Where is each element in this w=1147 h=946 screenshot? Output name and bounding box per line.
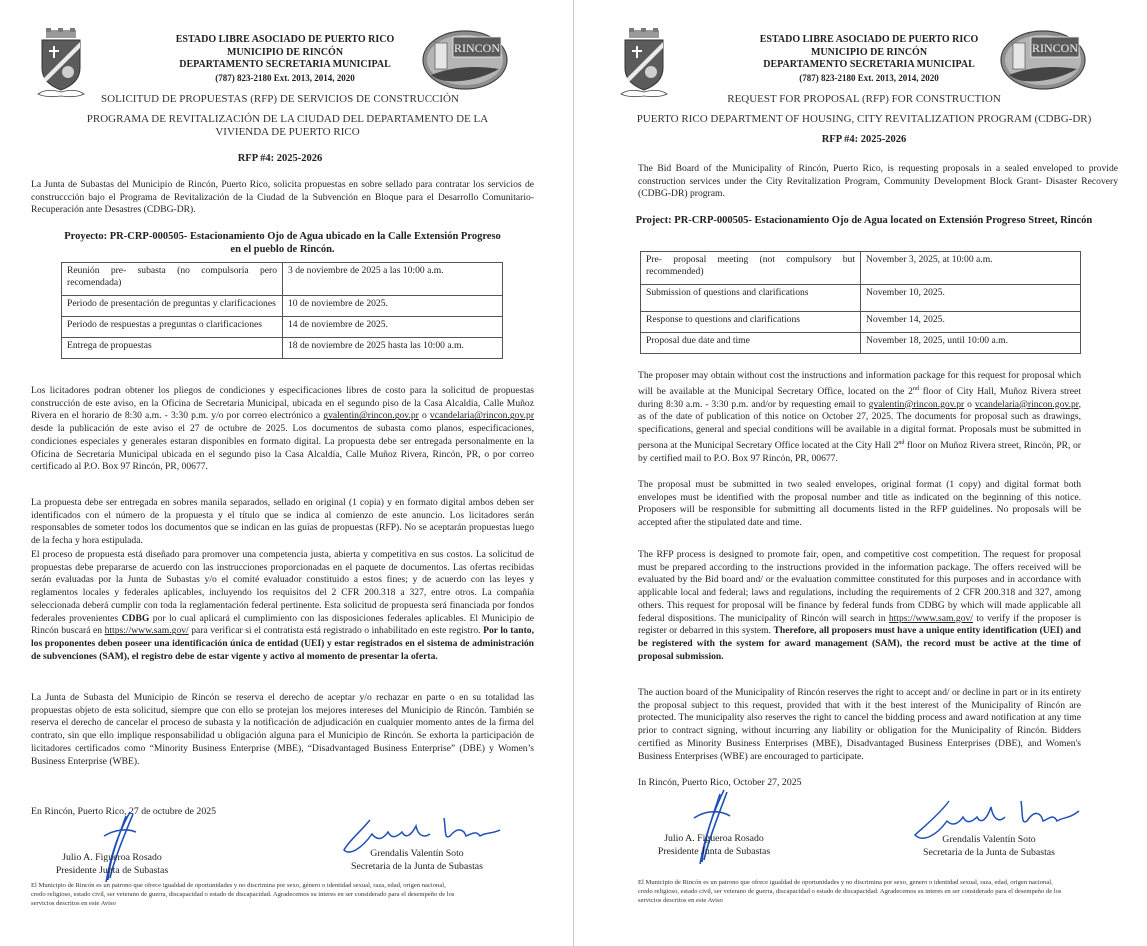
paragraph-availability [31,385,534,474]
paragraph-process [638,549,1081,663]
signer-secretary [322,848,512,873]
text-run-bold: CDBG [121,612,150,624]
paragraph-availability [638,370,1081,465]
text-run-bold: Por lo tanto, los proponentes deben poseer una identificación única de entidad (UEI) y estar registrados en el sistema de administración de subvenciones (SAM), el registro debe de estar vigente y activo al momento de presentar la oferta. [31,625,535,662]
equal-opportunity-note: El Municipio de Rincón es un patrono que ofrece igualdad de oportunidades y no discrimina por sexo, género o identidad sexual, raza, edad, origen nacional, credo religioso, estado civil, ser veterano de guerra, discapacidad o estado de discapacidad. Agradecemos su interes en ser considerado para el desempeño de los servicios descritos en este Aviso [31,882,455,907]
signer-president [32,852,192,877]
signer-title: Presidente Junta de Subastas [657,845,771,857]
rfp-subtitle: REQUEST FOR PROPOSAL (RFP) FOR CONSTRUCTION [727,93,1001,105]
letterhead [734,34,1004,84]
schedule-date: 18 de noviembre de 2025 hasta las 10:00 a.m. [283,338,503,359]
signer-president [634,833,794,858]
letterhead-phone: (787) 823-2180 Ext. 2013, 2014, 2020 [799,72,939,83]
sam-link[interactable]: https://www.sam.gov/ [104,625,189,637]
text-run: floor of City Hall, Muñoz Rivera street during 8:30 a.m. - 3:30 p.m. and/or by requesting email to [638,385,1081,410]
signer-name: Julio A. Figueroa Rosado [664,833,764,844]
signer-title: Presidente Junta de Subastas [55,864,169,876]
text-run: por lo cual aplicará el cumplimiento con las disposiciones federales aplicables. El Municipio de Rincón buscará en [31,612,534,637]
letterhead-line-3: DEPARTAMENTO SECRETARIA MUNICIPAL [179,59,391,70]
schedule-table [640,251,1081,354]
text-run: to verify if the proposer is register or debarred in this system. [638,612,1081,637]
municipal-crest-icon [36,28,86,103]
paragraph-reservation: The auction board of the Municipality of Rincón reserves the right to accept and/ or decline in part or in its entirety the proposal subject to this request, provided that with it the best interest of the Municipality of Rincón are protected. The municipality also reserves the right to cancel the bidding process and award notification at any time prior to contract signing, without incurring any liability or obligation for the Municipality of Rincón. Bidders certified as Minority Business Enterprises (MBE), Disadvantaged Business Enterprises (DBE), and Women's Business Enterprises (WBE) are encouraged to participate. [638,687,1081,762]
project-title: Proyecto: PR-CRP-000505- Estacionamiento Ojo de Agua ubicado en la Calle Extensión Progreso en el pueblo de Rincón. [64,231,501,255]
program-title: PUERTO RICO DEPARTMENT OF HOUSING, CITY REVITALIZATION PROGRAM (CDBG-DR) [636,113,1092,125]
paragraph-submission: La propuesta debe ser entregada en sobres manila separados, sellado en original (1 copia) y en formato digital ambos deben ser identificados con el número de la propuesta y el título que se indica al comienzo de este anuncio. Los licitadores serán responsables de someter todos los documentos que se indican en las guías de propuestas (RFP). No se aceptarán propuestas luego de la fecha y hora estipulada. [31,497,534,547]
signer-name: Grendalis Valentín Soto [942,834,1036,845]
superscript: nd [898,439,905,446]
schedule-date: 10 de noviembre de 2025. [283,296,503,317]
schedule-event: Proposal due date and time [641,333,861,354]
schedule-date: November 3, 2025, at 10:00 a.m. [861,252,1081,285]
project-title: Project: PR-CRP-000505- Estacionamiento Ojo de Agua located on Extensión Progreso Street, Rincón [635,215,1093,226]
schedule-event: Periodo de respuestas a preguntas o clarificaciones [62,317,283,338]
schedule-event: Entrega de propuestas [62,338,283,359]
letterhead-line-3: DEPARTAMENTO SECRETARIA MUNICIPAL [763,59,975,70]
text-run: o [964,398,975,410]
text-run: floor on Muñoz Rivera street, Rincón, PR, or by certified mail to P.O. Box 97 Rincón, PR, 00677. [638,439,1081,464]
letterhead-line-1: ESTADO LIBRE ASOCIADO DE PUERTO RICO [759,34,979,45]
letterhead-line-1: ESTADO LIBRE ASOCIADO DE PUERTO RICO [175,34,395,45]
email-link[interactable]: vcandelaria@rincon.gov.pr [429,410,535,422]
schedule-event: Reunión pre- subasta (no compulsoria pero recomendada) [62,263,283,296]
table-row [641,252,1081,285]
letterhead [150,34,420,84]
municipal-crest-icon [619,28,669,103]
table-row [62,317,503,338]
schedule-date: 14 de noviembre de 2025. [283,317,503,338]
table-row [62,263,503,296]
email-link[interactable]: vcandelaria@rincon.gov.pr [974,398,1079,410]
email-link[interactable]: gvalentin@rincon.gov.pr [323,410,419,422]
equal-opportunity-note: El Municipio de Rincón es un patrono que ofrece igualdad de oportunidades y no discrimina por sexo, genero o identidad sexual, raza, edad, origen nacional, credo religioso, estado civil, ser veterano de guerra, discapacidad o estado de discapacidad. Agradecemos su interes en ser considerado para el desempeño de los servicios descritos en este Aviso [638,879,1062,904]
table-row [62,338,503,359]
schedule-event: Periodo de presentación de preguntas y clarificaciones [62,296,283,317]
rfp-number: RFP #4: 2025-2026 [821,134,907,145]
letterhead-line-2: MUNICIPIO DE RINCÓN [810,46,928,58]
letterhead-line-2: MUNICIPIO DE RINCÓN [226,46,344,58]
paragraph-submission: The proposal must be submitted in two sealed envelopes, original format (1 copy) and digital format both envelopes must be identified with the proposal number and title as indicated on the beginning of this notice. Proposers will be responsible for submitting all documents listed in the RFP guidelines. No proposals will be accepted after the stipulated date and time. [638,479,1081,529]
text-run: , as of the date of publication of this notice on October 27, 2025. The documents for proposal such as drawings, specifications, general and special conditions will be available in a digital format. Proposals must be submitted in persona at the Municipal Secretary Office located at the City Hall 2 [638,398,1081,451]
signer-name: Grendalis Valentín Soto [370,848,464,859]
letterhead-phone: (787) 823-2180 Ext. 2013, 2014, 2020 [215,72,355,83]
text-run: Los licitadores podran obtener los pliegos de condiciones y especificaciones libres de costo para la solicitud de propuestas construcción de este aviso, en la Oficina de Secretaria Municipal, ubicada en el segundo piso de la Casa Alcaldia, Calle Muñoz Rivera en el horario de 8:30 a.m. - 3:30 p.m. y/o por correo electrónico a [31,385,534,422]
intro-paragraph: The Bid Board of the Municipality of Rincón, Puerto Rico, is requesting proposals in a sealed enveloped to provide construction services under the City Revitalization Program, Community Development Block Grant- Disaster Recovery (CDBG-DR) program. [638,163,1118,200]
schedule-date: November 10, 2025. [861,285,1081,312]
schedule-event: Pre- proposal meeting (not compulsory but recommended) [641,252,861,285]
intro-paragraph: La Junta de Subastas del Municipio de Rincón, Puerto Rico, solicita propuestas en sobre sellado para contratar los servicios de construccción bajo el Programa de Revitalización de la Ciudad de la Subvención en Bloque para el Desarrollo Comunitario-Recuperación ante Desastres (CDBG-DR). [31,179,534,216]
signer-secretary [894,834,1084,859]
rincon-seal-icon [999,29,1087,91]
schedule-event: Submission of questions and clarifications [641,285,861,312]
page-english [574,0,1147,946]
paragraph-process [31,549,534,663]
rincon-seal-icon [421,29,509,91]
seal-text: RINCON [1031,41,1079,55]
place-date: En Rincón, Puerto Rico, 27 de octubre de 2025 [31,806,217,817]
email-link[interactable]: gvalentin@rincon.gov.pr [868,398,965,410]
rfp-subtitle: SOLICITUD DE PROPUESTAS (RFP) DE SERVICIOS DE CONSTRUCCIÓN [101,93,459,105]
text-run-bold: Therefore, all proposers must have a unique entity identification (UEI) and be registered with the system for award management (SAM), the record must be active at the time of proposal submission. [638,625,1081,662]
text-run: The proposer may obtain without cost the instructions and information package for this request for proposal which will be available at the Municipal Secretary Office, located on the 2 [638,370,1081,397]
paragraph-reservation: La Junta de Subasta del Municipio de Rincón se reserva el derecho de aceptar y/o rechazar en parte o en su totalidad las propuestas objeto de esta solicitud, siempre que con ello se protejan los mejores intereses del Municipio de Rincón. También se reserva el derecho de cancelar el proceso de subasta y la notificación de adjudicación en cualquier momento antes de la firma del contrato, sin que ello implique responsabilidad u obligación alguna para el Municipio de Rincón. Se exhorta la participación de licitadores certificados como “Minority Business Enterprise (MBE), “Disadvantaged Business Enterprise” (DBE) y Women’s Business Enterprise (WBE). [31,692,534,767]
signer-title: Secretaria de la Junta de Subastas [923,846,1055,858]
schedule-table [61,262,503,359]
schedule-event: Response to questions and clarifications [641,312,861,333]
text-run: El proceso de propuesta está diseñado para promover una competencia justa, abierta y competitiva en sus costos. La solicitud de propuestas debe prepararse de acuerdo con las instrucciones proporcionadas en el paquete de documentos. Las ofertas recibidas serán evaluadas por la Junta de Subastas y/o el comité evaluador constituido a estos fines; y de acuerdo con las leyes y reglamentos locales y federales aplicables, incluyendo los requisitos del 2 CFR 200.318 a 327, entre otros. La compañía seleccionada deberá cumplir con toda la reglamentación federal pertinente. Esta solicitud de propuesta será financiada por fondos federales provenientes [31,549,534,624]
program-title: PROGRAMA DE REVITALIZACIÓN DE LA CIUDAD DEL DEPARTAMENTO DE LA VIVIENDA DE PUERTO RICO [86,113,489,138]
text-run: o [418,410,430,422]
table-row [641,333,1081,354]
text-run: para verificar si el contratista está registrado o inhabilitado en este registro. [188,625,484,637]
text-run: desde la publicación de este aviso el 27 de octubre de 2025. Los documentos de subasta como planos, especificaciones, condiciones especiales y generales estaran disponibles en formato digital. La propuesta debe ser entregada personalmente en la Oficina de Secretaría Municipal ubicada en el segundo piso la Casa Alcaldía, Calle Muñoz Rivera, Rincón, PR, o por correo certificado al P.O. Box 97 Rincón, PR, 00677. [31,423,534,473]
place-date: In Rincón, Puerto Rico, October 27, 2025 [638,777,802,788]
text-run: The RFP process is designed to promote fair, open, and competitive cost competition. The request for proposal must be prepared according to the instructions provided in the information package. The offers received will be evaluated by the Bid board and/ or the evaluation committee constituted for this purposes and in accordance with applicable local and federal; laws and regulations, including the requirements of 2 CFR 200.318 and 327, among others. This request for proposal will be finance by federal funds from CDBG by which will made applicable all federal dispositions. The municipality of Rincón will search in [638,549,1081,624]
signer-name: Julio A. Figueroa Rosado [62,852,162,863]
table-row [641,285,1081,312]
rfp-number: RFP #4: 2025-2026 [237,153,323,164]
schedule-date: 3 de noviembre de 2025 a las 10:00 a.m. [283,263,503,296]
page-spanish [0,0,573,946]
sam-link[interactable]: https://www.sam.gov/ [888,612,973,624]
schedule-date: November 14, 2025. [861,312,1081,333]
seal-text: RINCON [453,41,501,55]
table-row [62,296,503,317]
signer-title: Secretaria de la Junta de Subastas [351,860,483,872]
schedule-date: November 18, 2025, until 10:00 a.m. [861,333,1081,354]
superscript: nd [912,385,919,392]
table-row [641,312,1081,333]
